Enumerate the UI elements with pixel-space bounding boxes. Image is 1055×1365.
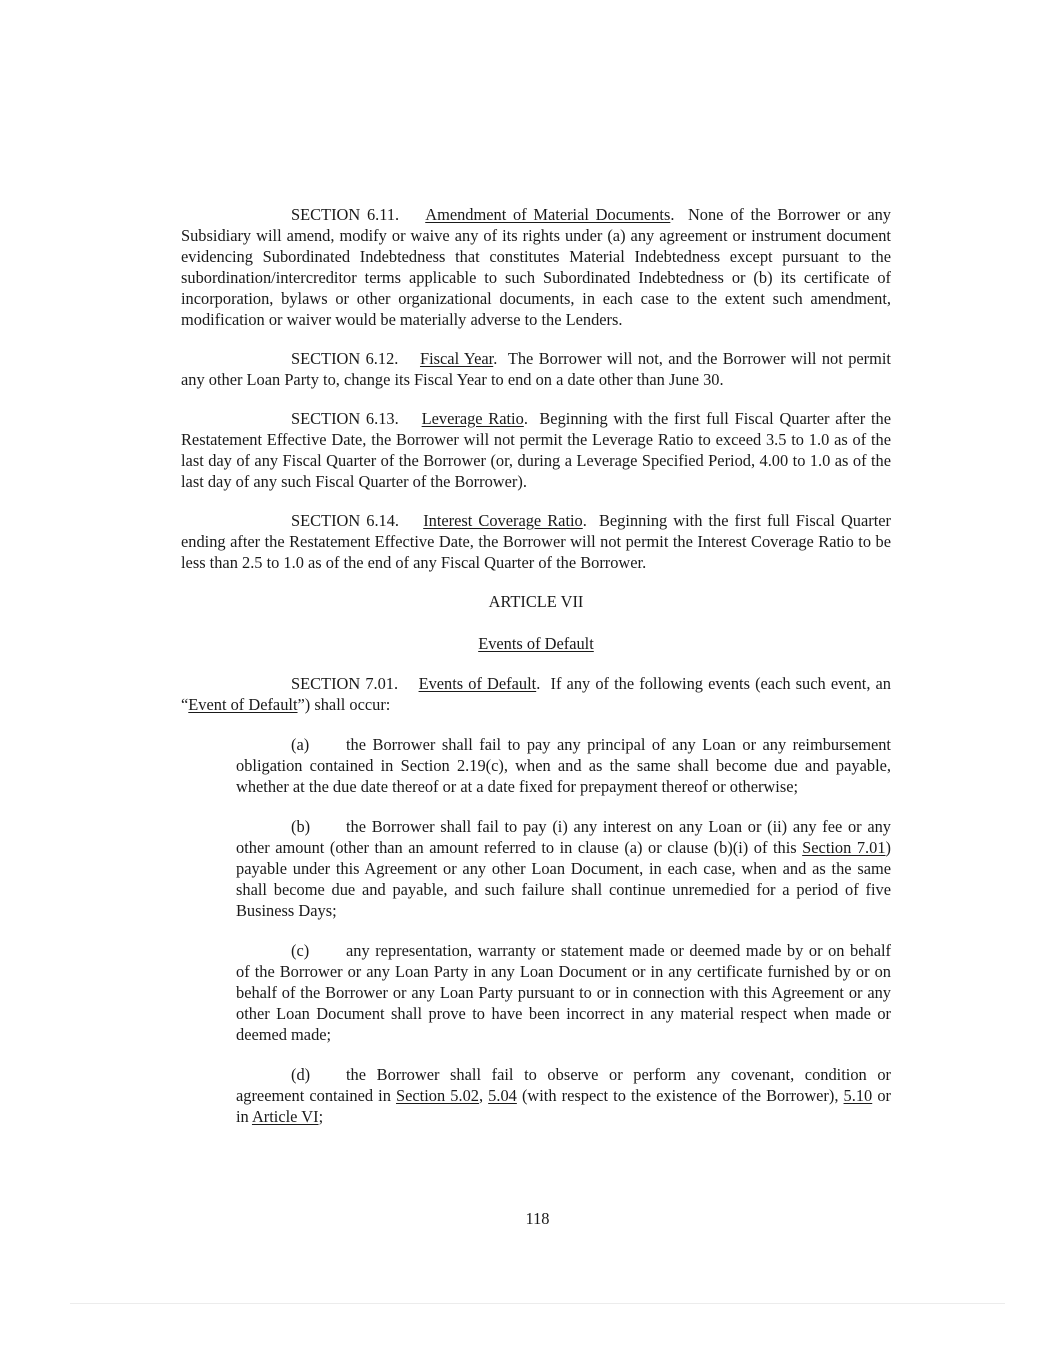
cross-reference: Section 5.02 (396, 1086, 479, 1105)
section-body-end: ”) shall occur: (297, 695, 391, 714)
cross-reference: 5.10 (843, 1086, 873, 1105)
section-label: SECTION 6.13. (291, 409, 399, 428)
section-title: Fiscal Year (419, 349, 494, 368)
section-body: Beginning with the first full Fiscal Quarter after the Restatement Effective Date, the Borrower will not permit the Leverage Ratio to exceed 3.5 to 1.0 as of the last day of any Fiscal Quarter of the Borrower (or, during a Leverage Specified Period, 4.00 to 1.0 as of the last day of any such Fiscal Quarter of the Borrower). (181, 409, 892, 491)
page-number: 118 (525, 1209, 550, 1228)
clause-d (236, 1064, 891, 1127)
clause-label: (c) (291, 941, 310, 960)
separator: , (478, 1086, 489, 1105)
clause-label: (b) (291, 817, 311, 836)
clause-text-mid: (with respect to the existence of the Borrower), (516, 1086, 844, 1105)
cross-reference: Section 7.01 (802, 838, 886, 857)
section-body: None of the Borrower or any Subsidiary will amend, modify or waive any of its rights under (a) any agreement or instrument document evidencing Subordinated Indebtedness that constitutes Material Indebtedness except pursuant to the subordination/intercreditor terms applicable to such Subordinated Indebtedness or (b) its certificate of incorporation, bylaws or other organizational documents, in each case to the extent such amendment, modification or waiver would be materially adverse to the Lenders. (181, 205, 892, 329)
clause-b (236, 816, 891, 921)
section-6-13: SECTION 6.13. Leverage Ratio. Beginning with the first full Fiscal Quarter after the Restatement Effective Date, the Borrower will not permit the Leverage Ratio to exceed 3.5 to 1.0 as of the last day of any Fiscal Quarter of the Borrower (or, during a Leverage Specified Period, 4.00 to 1.0 as of the last day of any such Fiscal Quarter of the Borrower). (181, 409, 892, 491)
scan-edge-line (70, 1303, 1005, 1304)
clause-text-end: ; (318, 1107, 324, 1126)
clause-text: the Borrower shall fail to pay any principal of any Loan or any reimbursement obligation contained in Section 2.19(c), when and as the same shall become due and payable, whether at the due date thereof or at a date fixed for prepayment thereof or otherwise; (236, 735, 891, 796)
section-label: SECTION 6.11. (291, 205, 400, 224)
article-title (181, 633, 891, 654)
cross-reference: Article VI (251, 1107, 319, 1126)
section-title: Amendment of Material Documents (425, 205, 671, 224)
clause-text-end: ) payable under this Agreement or any other Loan Document, in each case, when and as the same shall become due and payable, and such failure shall continue unremedied for a period of five Business Days; (236, 838, 891, 920)
article-title-text: Events of Default (478, 634, 594, 653)
clause-c (236, 940, 891, 1045)
clause-text-mid: or in (236, 1086, 891, 1126)
clause-label: (d) (291, 1065, 311, 1084)
section-6-12: SECTION 6.12. Fiscal Year. The Borrower will not, and the Borrower will not permit any other Loan Party to, change its Fiscal Year to end on a date other than June 30. (181, 349, 891, 389)
clause-text-start: the Borrower shall fail to pay (i) any interest on any Loan or (ii) any fee or any other amount (other than an amount referred to in clause (a) or clause (b)(i) of this (236, 817, 891, 857)
clause-text: any representation, warranty or statement made or deemed made by or on behalf of the Borrower or any Loan Party in any Loan Document or in any certificate furnished by or on behalf of the Borrower or any Loan Party pursuant to or in connection with this Agreement or any other Loan Document shall prove to have been incorrect in any material respect when made or deemed made; (236, 941, 891, 1044)
article-heading: ARTICLE VII (488, 592, 584, 611)
section-body: Beginning with the first full Fiscal Quarter ending after the Restatement Effective Date, the Borrower will not permit the Interest Coverage Ratio to be less than 2.5 to 1.0 as of the end of any Fiscal Quarter of the Borrower. (181, 511, 892, 572)
defined-term: Event of Default (188, 695, 298, 714)
cross-reference: 5.04 (488, 1086, 517, 1105)
section-body: The Borrower will not, and the Borrower will not permit any other Loan Party to, change its Fiscal Year to end on a date other than June 30. (181, 349, 891, 389)
section-label: SECTION 6.12. (291, 349, 399, 368)
clause-a (236, 734, 891, 797)
section-title: Leverage Ratio (421, 409, 524, 428)
section-6-11: SECTION 6.11. Amendment of Material Documents. None of the Borrower or any Subsidiary will amend, modify or waive any of its rights under (a) any agreement or instrument document evidencing Subordinated Indebtedness that constitutes Material Indebtedness except pursuant to the subordination/intercreditor terms applicable to such Subordinated Indebtedness or (b) its certificate of incorporation, bylaws or other organizational documents, in each case to the extent such amendment, modification or waiver would be materially adverse to the Lenders. (181, 205, 892, 329)
clause-text-start: the Borrower shall fail to observe or perform any covenant, condition or agreement contained in (236, 1065, 891, 1105)
section-7-01: SECTION 7.01. Events of Default. If any of the following events (each such event, an “Event of Default”) shall occur: (181, 674, 891, 714)
clause-label: (a) (291, 735, 310, 754)
section-label: SECTION 6.14. (291, 511, 400, 530)
section-title: Events of Default (418, 674, 537, 693)
section-body-start: If any of the following events (each such event, an “ (181, 674, 891, 714)
section-title: Interest Coverage Ratio (423, 511, 583, 530)
document-page (181, 204, 891, 1146)
section-label: SECTION 7.01. (291, 674, 399, 693)
section-6-14: SECTION 6.14. Interest Coverage Ratio. Beginning with the first full Fiscal Quarter ending after the Restatement Effective Date, the Borrower will not permit the Interest Coverage Ratio to be less than 2.5 to 1.0 as of the end of any Fiscal Quarter of the Borrower. (181, 511, 892, 572)
